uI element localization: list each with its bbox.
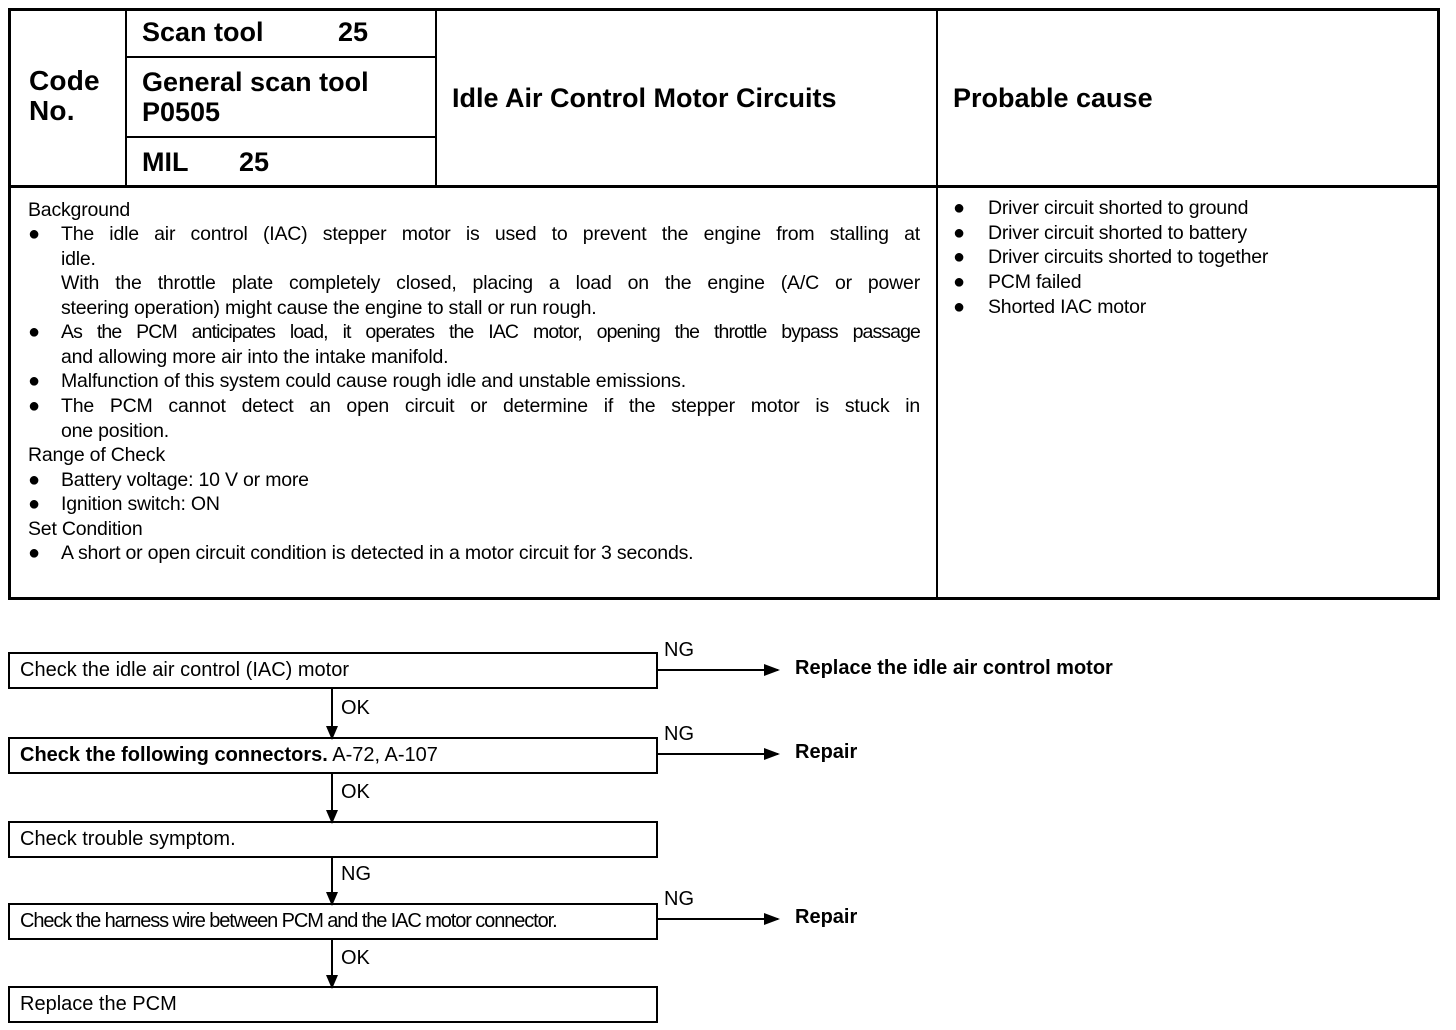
text-line: idle. <box>61 247 96 270</box>
ok-label: OK <box>341 947 370 969</box>
flow-step-bold-text: Check the following connectors. <box>20 744 328 766</box>
text-line: With the throttle plate completely closed, placing a load on the engine (A/C or power <box>61 272 920 294</box>
bullet-icon: ● <box>953 296 965 318</box>
set-condition-item <box>28 541 920 566</box>
text-line: As the PCM anticipates load, it operates the IAC motor, opening the throttle bypass passage <box>61 321 920 343</box>
code-label-line2: No. <box>29 95 75 126</box>
general-scan-tool-code: P0505 <box>142 97 221 127</box>
set-condition-heading: Set Condition <box>28 518 143 540</box>
flow-result-repair: Repair <box>795 741 858 763</box>
background-item-text <box>61 271 920 320</box>
ng-label: NG <box>341 863 371 885</box>
bullet-icon: ● <box>28 223 40 245</box>
set-condition-text: A short or open circuit condition is detected in a motor circuit for 3 seconds. <box>61 542 694 564</box>
general-scan-tool-divider <box>125 136 436 138</box>
general-scan-tool-cell <box>142 67 369 127</box>
range-item-text: Ignition switch: ON <box>61 493 220 515</box>
mil-cell <box>142 147 270 177</box>
header-bottom-divider <box>8 185 1440 188</box>
scan-tool-label: Scan tool <box>142 17 264 47</box>
background-item <box>28 222 920 272</box>
right-arrow-icon <box>658 918 778 920</box>
flow-step-text: Check the idle air control (IAC) motor <box>20 659 350 681</box>
bullet-icon: ● <box>28 370 40 392</box>
flow-step-check-trouble-symptom <box>8 821 658 858</box>
ng-label: NG <box>664 723 694 745</box>
down-arrow-icon <box>331 857 333 904</box>
text-line: The idle air control (IAC) stepper motor is used to prevent the engine from stalling at <box>61 223 920 245</box>
range-item <box>28 468 920 493</box>
text-line: steering operation) might cause the engine to stall or run rough. <box>61 296 597 319</box>
ok-label: OK <box>341 781 370 803</box>
code-no-label <box>29 66 100 126</box>
probable-cause-title: Probable cause <box>953 83 1153 113</box>
flow-result-replace-iac-motor: Replace the idle air control motor <box>795 657 1113 679</box>
code-label-line1: Code <box>29 65 100 96</box>
range-of-check-heading: Range of Check <box>28 444 166 466</box>
bullet-icon: ● <box>28 493 40 515</box>
ng-label: NG <box>664 639 694 661</box>
bullet-icon: ● <box>28 542 40 564</box>
bullet-icon: ● <box>953 197 965 219</box>
background-item <box>28 394 920 444</box>
flow-step-text: A-72, A-107 <box>327 744 438 766</box>
background-item-text <box>61 320 920 369</box>
scan-tool-code: 25 <box>338 17 369 47</box>
down-arrow-icon <box>331 774 333 822</box>
mil-label: MIL <box>142 147 189 177</box>
down-arrow-icon <box>331 939 333 987</box>
bullet-icon: ● <box>953 222 965 244</box>
background-item-continuation <box>28 271 920 321</box>
text-line: and allowing more air into the intake manifold. <box>61 345 449 368</box>
flow-step-text: Check the harness wire between PCM and the IAC motor connector. <box>20 910 557 932</box>
general-scan-tool-label: General scan tool <box>142 67 369 97</box>
bullet-icon: ● <box>953 271 965 293</box>
bullet-icon: ● <box>28 469 40 491</box>
text-line: Malfunction of this system could cause rough idle and unstable emissions. <box>61 370 686 392</box>
dtc-title: Idle Air Control Motor Circuits <box>452 83 837 113</box>
right-arrow-icon <box>658 753 778 755</box>
right-arrow-icon <box>658 669 778 671</box>
flow-result-repair: Repair <box>795 906 858 928</box>
background-heading: Background <box>28 199 131 221</box>
bullet-icon: ● <box>953 246 965 268</box>
background-item-text <box>61 394 920 443</box>
ng-label: NG <box>664 888 694 910</box>
code-value-col-divider <box>435 8 437 187</box>
range-item-text: Battery voltage: 10 V or more <box>61 469 309 491</box>
background-item <box>28 320 920 370</box>
text-line: one position. <box>61 419 169 442</box>
code-col-divider <box>125 8 127 187</box>
cause-col-divider <box>936 8 938 600</box>
ok-label: OK <box>341 697 370 719</box>
text-line: The PCM cannot detect an open circuit or determine if the stepper motor is stuck in <box>61 395 920 417</box>
flow-step-text: Check trouble symptom. <box>20 828 236 850</box>
scan-tool-divider <box>125 56 436 58</box>
flow-step-check-harness-wire <box>8 903 658 940</box>
bullet-icon: ● <box>28 395 40 417</box>
down-arrow-icon <box>331 689 333 738</box>
range-item <box>28 492 920 517</box>
mil-code: 25 <box>239 147 270 177</box>
background-item-text <box>61 369 920 394</box>
flow-step-replace-pcm <box>8 986 658 1023</box>
background-item <box>28 369 920 394</box>
flow-step-check-iac-motor <box>8 652 658 689</box>
background-item-text <box>61 222 920 271</box>
flow-step-text: Replace the PCM <box>20 993 177 1015</box>
bullet-icon: ● <box>28 321 40 343</box>
scan-tool-cell <box>142 17 369 47</box>
flow-step-check-connectors <box>8 737 658 774</box>
